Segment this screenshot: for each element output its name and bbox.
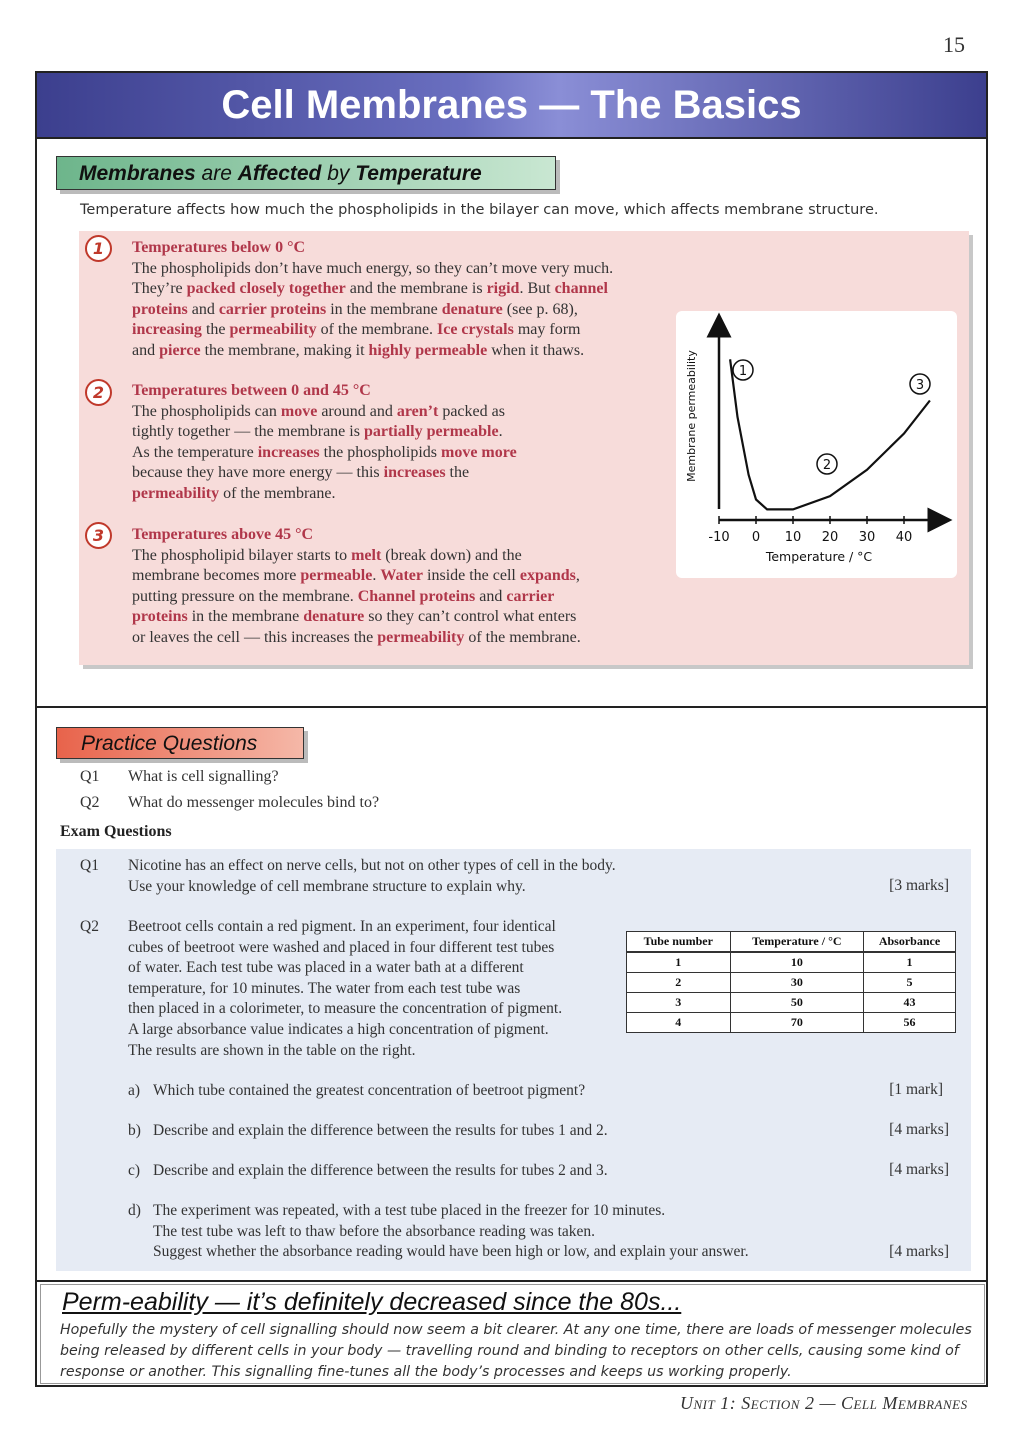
practice-q1-number: Q1	[80, 768, 100, 785]
text-line: or leaves the cell — this increases the permeability of the membrane.	[132, 628, 581, 646]
footer-divider	[37, 1280, 988, 1282]
marks-d: [4 marks]	[889, 1243, 949, 1260]
text-line: of water. Each test tube was placed in a water bath at a different	[128, 959, 524, 977]
text-line: proteins and carrier proteins in the membrane denature (see p. 68),	[132, 300, 578, 318]
table-row	[627, 1013, 956, 1033]
text-line: The phospholipids don’t have much energy, so they can’t move very much.	[132, 259, 614, 277]
section-intro: Temperature affects how much the phospholipids in the bilayer can move, which affects membrane structure.	[80, 202, 879, 218]
table-cell: 56	[864, 1013, 956, 1033]
table-cell: 5	[864, 973, 956, 993]
text-line: Use your knowledge of cell membrane structure to explain why.	[128, 877, 526, 895]
section-heading	[56, 156, 556, 190]
page-title: Cell Membranes — The Basics	[221, 83, 802, 127]
text-line: The experiment was repeated, with a test tube placed in the freezer for 10 minutes.	[153, 1202, 666, 1219]
practice-q2: What do messenger molecules bind to?	[128, 794, 380, 811]
number-badge-1: 1	[85, 235, 112, 262]
exam-q1-number: Q1	[80, 857, 99, 874]
x-tick-label: 0	[751, 530, 761, 545]
point-heading-1: Temperatures below 0 °C	[132, 239, 306, 256]
text-line: Nicotine has an effect on nerve cells, but not on other types of cell in the body.	[128, 857, 616, 874]
table-row	[627, 952, 956, 973]
text-line: increasing the permeability of the membrane. Ice crystals may form	[132, 321, 581, 339]
text-line: As the temperature increases the phospholipids move more	[132, 443, 517, 461]
x-tick-label: 10	[784, 530, 802, 545]
number-badge-2: 2	[85, 379, 112, 406]
text-line: A large absorbance value indicates a high concentration of pigment.	[128, 1020, 549, 1038]
exam-q1	[128, 856, 616, 897]
table-cell: 10	[730, 952, 863, 973]
results-table	[626, 931, 956, 1033]
table-cell: 1	[627, 952, 731, 973]
title-bar	[37, 73, 986, 139]
point-heading-2: Temperatures between 0 and 45 °C	[132, 382, 371, 399]
heading-word: Temperature	[355, 162, 482, 185]
sub-b-label: b)	[128, 1122, 141, 1139]
text-line: Suggest whether the absorbance reading would have been high or low, and explain your answer.	[153, 1243, 749, 1261]
text-line: and pierce the membrane, making it highly permeable when it thaws.	[132, 341, 585, 359]
sub-question-d	[153, 1201, 749, 1263]
text-line: cubes of beetroot were washed and placed in four different test tubes	[128, 938, 555, 956]
exam-q2-number: Q2	[80, 918, 99, 935]
text-line: tightly together — the membrane is partially permeable.	[132, 423, 503, 441]
x-tick-label: 30	[858, 530, 876, 545]
text-line: The test tube was left to thaw before the absorbance reading was taken.	[153, 1222, 596, 1240]
text-line: membrane becomes more permeable. Water inside the cell expands,	[132, 567, 580, 585]
permeability-chart	[676, 311, 957, 578]
sub-c-label: c)	[128, 1162, 141, 1179]
practice-q1: What is cell signalling?	[128, 768, 279, 785]
curve-marker-label: 3	[915, 378, 925, 393]
page-number: 15	[943, 32, 965, 57]
text-line: The phospholipid bilayer starts to melt (break down) and the	[132, 546, 522, 564]
text-line: The results are shown in the table on the right.	[128, 1041, 416, 1059]
marks-c: [4 marks]	[889, 1161, 949, 1178]
sub-d-label: d)	[128, 1202, 141, 1219]
text-line: putting pressure on the membrane. Channel proteins and carrier	[132, 587, 555, 605]
table-row	[627, 993, 956, 1013]
footer-text: Hopefully the mystery of cell signalling should now seem a bit clearer. At any one time, there are loads of messenger molecules being released by different cells in your body — travelling round and binding to receptors on other cells, causing some kind of response or another. This signalling fine-tunes all the body’s processes and keeps us working properly.	[60, 1322, 972, 1380]
text-line: temperature, for 10 minutes. The water from each test tube was	[128, 979, 521, 997]
text-line: Beetroot cells contain a red pigment. In an experiment, four identical	[128, 918, 556, 935]
table-header-row	[627, 932, 956, 953]
sub-question-b: Describe and explain the difference between the results for tubes 1 and 2.	[153, 1122, 608, 1139]
table-cell: 70	[730, 1013, 863, 1033]
heading-word: are	[195, 162, 238, 185]
section-divider	[37, 706, 988, 708]
y-axis-label: Membrane permeability	[685, 350, 698, 482]
sub-question-a: Which tube contained the greatest concentration of beetroot pigment?	[153, 1082, 586, 1099]
column-header: Tube number	[627, 932, 731, 953]
sub-question-c: Describe and explain the difference between the results for tubes 2 and 3.	[153, 1162, 608, 1179]
point-heading-3: Temperatures above 45 °C	[132, 526, 314, 543]
table-cell: 1	[864, 952, 956, 973]
x-tick-label: -10	[708, 530, 730, 545]
practice-heading: Practice Questions	[56, 727, 304, 759]
point-3	[132, 525, 672, 649]
exam-q2	[128, 917, 618, 1061]
practice-q2-number: Q2	[80, 794, 100, 811]
marks-q1: [3 marks]	[889, 877, 949, 894]
table-cell: 2	[627, 973, 731, 993]
table-row	[627, 973, 956, 993]
unit-section-label: Unit 1: Section 2 — Cell Membranes	[680, 1393, 968, 1413]
x-axis-label: Temperature / °C	[765, 549, 873, 564]
text-line: permeability of the membrane.	[132, 484, 336, 502]
table-cell: 43	[864, 993, 956, 1013]
text-line: They’re packed closely together and the membrane is rigid. But channel	[132, 280, 608, 298]
curve-marker-label: 2	[822, 458, 832, 473]
permeability-curve	[730, 359, 930, 509]
heading-word: by	[321, 162, 356, 185]
sub-a-label: a)	[128, 1082, 141, 1099]
text-line: because they have more energy — this increases the	[132, 464, 470, 482]
table-cell: 30	[730, 973, 863, 993]
point-1	[132, 238, 692, 362]
graph-panel	[676, 311, 957, 578]
point-2	[132, 381, 662, 505]
exam-heading: Exam Questions	[60, 823, 172, 840]
x-tick-label: 40	[895, 530, 913, 545]
text-line: The phospholipids can move around and aren’t packed as	[132, 402, 505, 420]
heading-word: Affected	[237, 162, 322, 185]
table-cell: 50	[730, 993, 863, 1013]
number-badge-3: 3	[85, 522, 112, 549]
curve-marker-label: 1	[738, 364, 748, 379]
column-header: Absorbance	[864, 932, 956, 953]
marks-a: [1 mark]	[889, 1081, 943, 1098]
column-header: Temperature / °C	[730, 932, 863, 953]
heading-word: Membranes	[79, 162, 196, 185]
text-line: then placed in a colorimeter, to measure the concentration of pigment.	[128, 1000, 563, 1018]
x-tick-label: 20	[821, 530, 839, 545]
marks-b: [4 marks]	[889, 1121, 949, 1138]
text-line: proteins in the membrane denature so they can’t control what enters	[132, 608, 577, 626]
footer-title: Perm-eability — it’s definitely decreased since the 80s...	[62, 1288, 682, 1316]
table-cell: 4	[627, 1013, 731, 1033]
table-cell: 3	[627, 993, 731, 1013]
